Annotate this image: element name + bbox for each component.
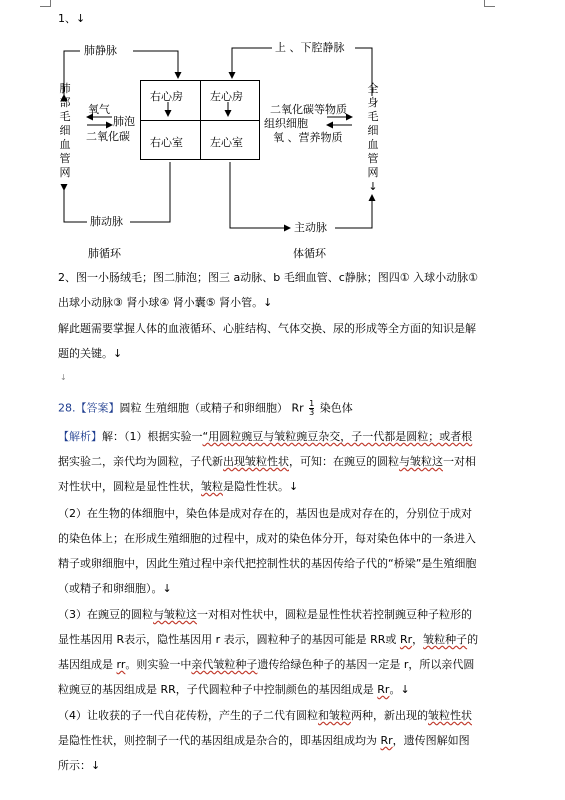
p3-l2-a: 显性基因用 R表示，隐性基因用 r 表示，圆粒种子的基因可能是 RR或 bbox=[58, 633, 400, 646]
aorta-label: 主动脉 bbox=[294, 221, 327, 234]
p3-l3-a: 基因组成是 bbox=[58, 658, 117, 671]
analysis-line1: 解此题需要掌握人体的血液循环、心脏结构、气体交换、尿的形成等全方面的知识是解 bbox=[58, 322, 476, 335]
p3-l4-c: 。↓ bbox=[389, 683, 410, 696]
p1-l1-b: “用圆粒豌豆与皱粒豌豆杂交，子一代都是圆粒；或者根 bbox=[202, 430, 473, 443]
p3-l2-c: ， bbox=[412, 633, 424, 646]
p3-l2-e: 的 bbox=[467, 633, 479, 646]
p3-l1-a: （3）在豌豆的圆粒 bbox=[58, 608, 153, 621]
p1-l3-a: 对性状中，圆粒是显性性状， bbox=[58, 480, 201, 493]
p1-l2-a: 据实验二，亲代均为圆粒，子代新 bbox=[58, 455, 223, 468]
fraction-denominator: 3 bbox=[309, 408, 315, 417]
p3-l3-c: 。则实验一中 bbox=[125, 658, 192, 671]
p3-line2 bbox=[58, 633, 478, 647]
vena-cava-label: 上 、下腔静脉 bbox=[275, 41, 345, 54]
p2-line2: 的染色体上；在形成生殖细胞的过程中，成对的染色体分开，每对染色体中的一条进入 bbox=[58, 532, 476, 545]
left-atrium-label: 左心房 bbox=[210, 90, 243, 103]
p3-l3-e: 遗传给绿色种子的基因一定是 r，所以亲代圆 bbox=[257, 658, 475, 671]
p4-l1-b: 和皱粒 bbox=[318, 709, 351, 722]
analysis-line2: 题的关键。↓ bbox=[58, 347, 123, 360]
p4-l1-d: 皱粒性状 bbox=[428, 709, 472, 722]
p3-line4 bbox=[58, 683, 410, 697]
answer2-line1: 2、图一小肠绒毛；图二肺泡；图三 a动脉、b 毛细血管、c静脉；图四① 入球小动脉① bbox=[58, 271, 478, 284]
p1-l3-b: 皱粒 bbox=[201, 480, 223, 493]
pulmonary-artery-label: 肺动脉 bbox=[90, 215, 123, 228]
p1-line2 bbox=[58, 455, 476, 469]
p2-line3: 精子或卵细胞中，因此生殖过程中亲代把控制性状的基因传给子代的“桥梁”是生殖细胞 bbox=[58, 557, 477, 570]
p4-l2-a: 是隐性性状，则控制子一代的基因组成是杂合的，即基因组成均为 bbox=[58, 734, 381, 747]
p4-line1 bbox=[58, 709, 472, 723]
p2-line1: （2）在生物的体细胞中，染色体是成对存在的，基因也是成对存在的，分别位于成对 bbox=[58, 507, 472, 520]
left-ventricle-label: 左心室 bbox=[210, 136, 243, 149]
p1-l2-d: 与皱粒这 bbox=[399, 455, 443, 468]
p3-l2-b: Rr bbox=[399, 633, 413, 646]
answer-tail: 染色体 bbox=[319, 401, 353, 415]
p4-l1-a: （4）让收获的子一代自花传粉，产生的子二代有圆粒 bbox=[58, 709, 318, 722]
p3-l4-a: 粒豌豆的基因组成是 RR，子代圆粒种子中控制颜色的基因组成是 bbox=[58, 683, 378, 696]
right-ventricle-label: 右心室 bbox=[150, 136, 183, 149]
p2-line4: （或精子和卵细胞）。↓ bbox=[58, 582, 172, 595]
q28-answer-line bbox=[58, 400, 353, 417]
p1-l2-c: ，可知：在豌豆的圆粒 bbox=[289, 455, 399, 468]
q28-number: 28. bbox=[58, 401, 76, 415]
p4-line3: 所示：↓ bbox=[58, 759, 101, 772]
p1-l2-e: 一对相 bbox=[443, 455, 476, 468]
lung-capillary-label: 肺部毛细血管网 bbox=[59, 82, 71, 179]
paragraph-mark: ↓ bbox=[60, 373, 67, 382]
body-capillary-label: 全身毛细血管网↓ bbox=[367, 82, 379, 193]
p1-line1 bbox=[58, 430, 472, 444]
pulmonary-vein-label: 肺静脉 bbox=[84, 44, 117, 57]
p3-l3-b: rr bbox=[116, 658, 126, 671]
answer-tag: 【答案】 bbox=[75, 401, 120, 415]
p4-l2-b: Rr bbox=[380, 734, 393, 747]
tissue-cells-label: 组织细胞 bbox=[264, 117, 308, 130]
p3-line1 bbox=[58, 608, 472, 622]
pulmonary-circulation-label: 肺循环 bbox=[88, 247, 121, 260]
alveoli-label: 肺泡 bbox=[113, 115, 135, 128]
p1-l3-c: 是隐性性状。↓ bbox=[223, 480, 299, 493]
p1-line3 bbox=[58, 480, 298, 494]
fraction-numerator: 1 bbox=[309, 399, 315, 408]
item-number: 1、↓ bbox=[58, 12, 86, 25]
analysis-tag: 【解析】 bbox=[58, 430, 102, 443]
p3-l1-b: 与皱粒这 bbox=[153, 608, 197, 621]
p3-l2-d: 皱粒种子 bbox=[423, 633, 468, 646]
oxygen-label: 氧气 bbox=[88, 103, 110, 116]
p3-line3 bbox=[58, 658, 474, 672]
p3-l4-b: Rr bbox=[377, 683, 390, 696]
co2-label: 二氧化碳 bbox=[86, 130, 130, 143]
p1-l2-b: 出现皱粒性状 bbox=[223, 455, 289, 468]
p4-line2 bbox=[58, 734, 470, 748]
answer2-line2: 出球小动脉③ 肾小球④ 肾小囊⑤ 肾小管。↓ bbox=[58, 296, 273, 309]
systemic-circulation-label: 体循环 bbox=[293, 247, 326, 260]
p1-l1-a: 解：（1）根据实验一 bbox=[102, 430, 203, 443]
co2-waste-label: 二氧化碳等物质 bbox=[270, 103, 347, 116]
answer-content: 圆粒 生殖细胞（或精子和卵细胞） Rr bbox=[119, 401, 304, 415]
fraction bbox=[309, 400, 314, 417]
p3-l3-d: 亲代皱粒种子 bbox=[191, 658, 258, 671]
right-atrium-label: 右心房 bbox=[150, 90, 183, 103]
p4-l2-c: ，遗传图解如图 bbox=[392, 734, 470, 747]
p4-l1-c: 两种，新出现的 bbox=[351, 709, 428, 722]
oxygen-nutrients-label: 氧 、营养物质 bbox=[273, 131, 343, 144]
p3-l1-c: 一对相对性状中，圆粒是显性性状若控制豌豆种子粒形的 bbox=[197, 608, 472, 621]
